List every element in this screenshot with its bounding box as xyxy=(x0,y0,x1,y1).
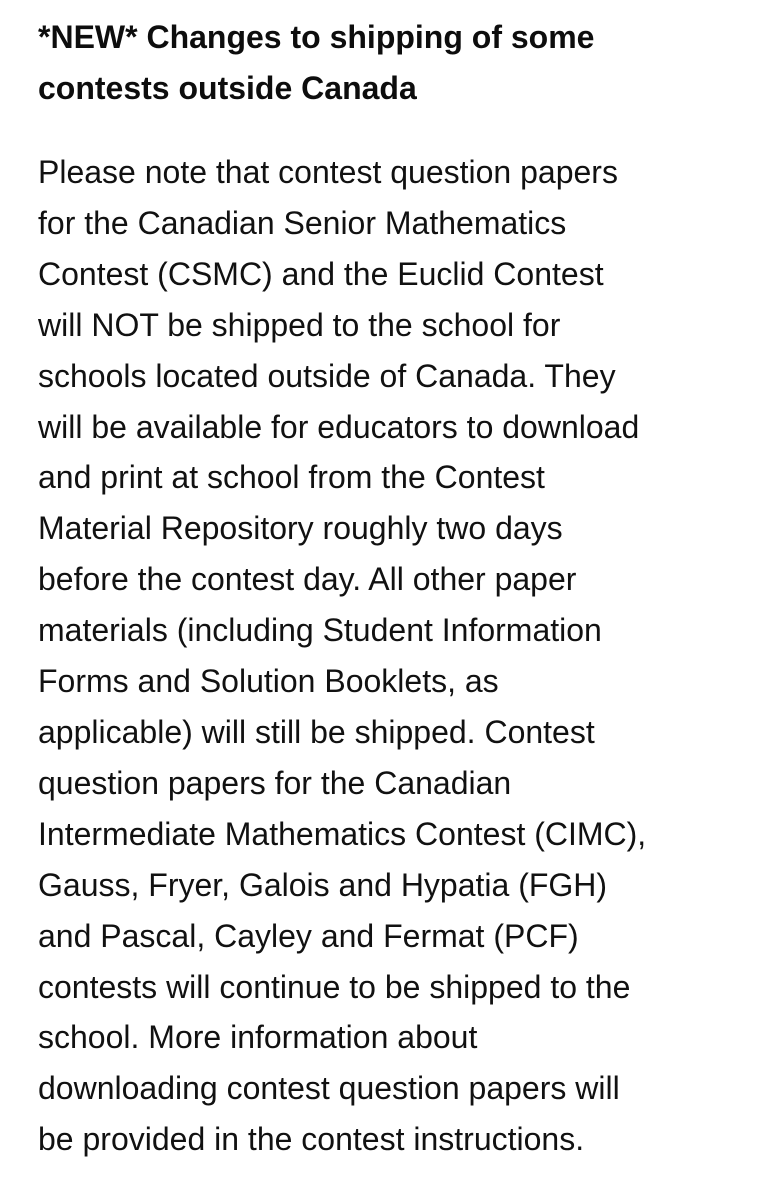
notice-title xyxy=(38,12,758,114)
notice-body-line: school. More information about xyxy=(38,1019,478,1056)
notice-body-line: schools located outside of Canada. They xyxy=(38,357,616,394)
notice-body-line: Please note that contest question papers xyxy=(38,154,618,190)
notice-body-line: Material Repository roughly two days xyxy=(38,510,563,547)
notice-body-line: contests will continue to be shipped to the xyxy=(38,968,631,1005)
notice-body-line: materials (including Student Information xyxy=(38,612,602,649)
notice-body-line: downloading contest question papers will xyxy=(38,1070,620,1107)
shipping-notice xyxy=(38,12,758,1165)
notice-body-line: before the contest day. All other paper xyxy=(38,561,577,598)
notice-body-line: applicable) will still be shipped. Contest xyxy=(38,713,595,750)
notice-body xyxy=(38,147,758,1165)
notice-body-line: Forms and Solution Booklets, as xyxy=(38,663,499,700)
notice-body-line: and Pascal, Cayley and Fermat (PCF) xyxy=(38,917,579,954)
notice-body-line: and print at school from the Contest xyxy=(38,459,545,496)
notice-body-line: Intermediate Mathematics Contest (CIMC), xyxy=(38,815,647,852)
notice-body-line: Contest (CSMC) and the Euclid Contest xyxy=(38,255,604,292)
notice-body-line: will be available for educators to download xyxy=(38,408,640,445)
notice-title-line: *NEW* Changes to shipping of some xyxy=(38,19,595,55)
notice-body-line: question papers for the Canadian xyxy=(38,764,512,801)
notice-title-line: contests outside Canada xyxy=(38,70,417,106)
notice-body-line: Gauss, Fryer, Galois and Hypatia (FGH) xyxy=(38,866,608,903)
notice-body-line: will NOT be shipped to the school for xyxy=(38,306,561,343)
notice-body-line: for the Canadian Senior Mathematics xyxy=(38,204,567,241)
notice-body-line: be provided in the contest instructions. xyxy=(38,1121,585,1158)
